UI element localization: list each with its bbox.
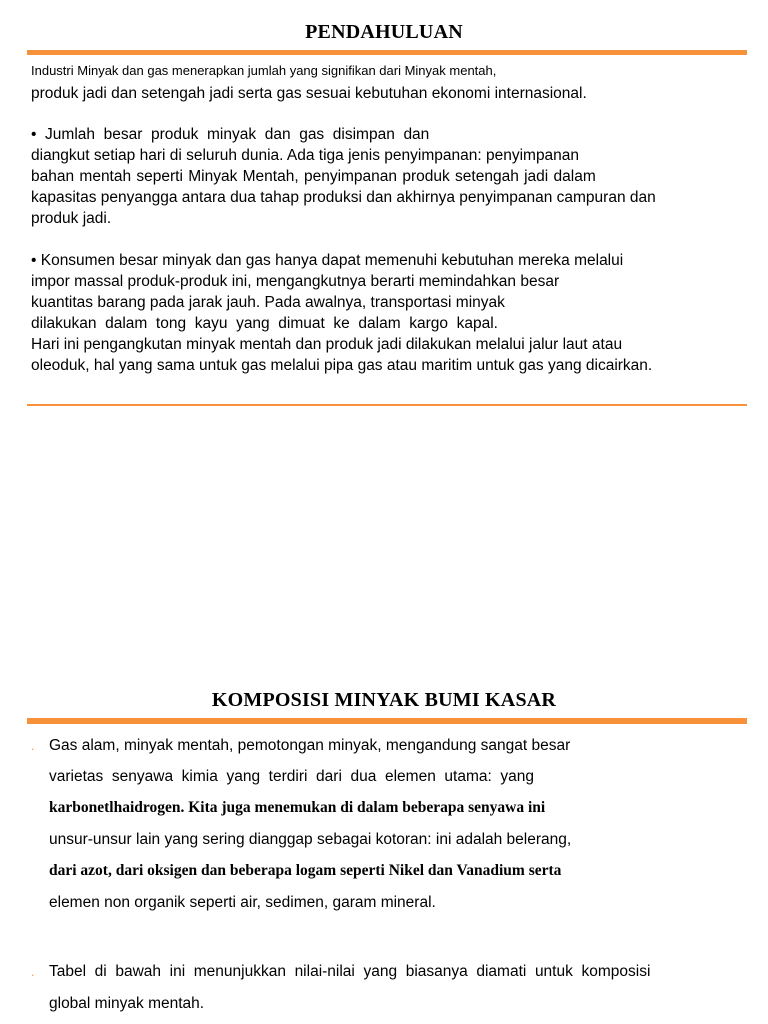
section-title-pendahuluan: PENDAHULUAN [305,21,463,43]
paragraph-line: kuantitas barang pada jarak jauh. Pada awalnya, transportasi minyak [31,294,505,311]
paragraph-line-bold: karbonetlhaidrogen. Kita juga menemukan di dalam beberapa senyawa ini [49,799,546,816]
section-title-komposisi: KOMPOSISI MINYAK BUMI KASAR [211,689,557,711]
bullet-paragraph-line: • Konsumen besar minyak dan gas hanya dapat memenuhi kebutuhan mereka melalui [31,252,624,269]
paragraph-line: bahan mentah seperti Minyak Mentah, penyimpanan produk setengah jadi dalam [31,168,596,185]
paragraph-line: Gas alam, minyak mentah, pemotongan minyak, mengandung sangat besar [49,737,571,754]
bullet-paragraph-line: • Jumlah besar produk minyak dan gas disimpan dan [31,126,430,143]
section-divider [27,404,747,406]
paragraph-line: Tabel di bawah ini menunjukkan nilai-nilai yang biasanya diamati untuk komposisi [49,963,651,980]
paragraph-line: elemen non organik seperti air, sedimen, garam mineral. [49,894,436,911]
paragraph-line: Industri Minyak dan gas menerapkan jumlah yang signifikan dari Minyak mentah, [31,63,497,78]
paragraph-line: Hari ini pengangkutan minyak mentah dan produk jadi dilakukan melalui jalur laut atau [31,336,623,353]
paragraph-line: diangkut setiap hari di seluruh dunia. Ada tiga jenis penyimpanan: penyimpanan [31,147,580,164]
paragraph-line: unsur-unsur lain yang sering dianggap sebagai kotoran: ini adalah belerang, [49,831,572,848]
paragraph-line: varietas senyawa kimia yang terdiri dari dua elemen utama: yang [49,768,535,785]
paragraph-line: dilakukan dalam tong kayu yang dimuat ke dalam kargo kapal. [31,315,498,332]
bullet-marker: . [31,965,35,979]
paragraph-line: impor massal produk-produk ini, mengangkutnya berarti memindahkan besar [31,273,560,290]
paragraph-line: produk jadi dan setengah jadi serta gas sesuai kebutuhan ekonomi internasional. [31,85,587,102]
title-underline [27,50,747,55]
bullet-marker: . [31,739,35,753]
paragraph-line: global minyak mentah. [49,995,205,1012]
paragraph-line: kapasitas penyangga antara dua tahap produksi dan akhirnya penyimpanan campuran dan [31,189,656,206]
paragraph-line: produk jadi. [31,210,112,227]
title-underline [27,718,747,724]
paragraph-line-bold: dari azot, dari oksigen dan beberapa logam seperti Nikel dan Vanadium serta [49,862,562,879]
paragraph-line: oleoduk, hal yang sama untuk gas melalui pipa gas atau maritim untuk gas yang dicairkan. [31,357,653,374]
